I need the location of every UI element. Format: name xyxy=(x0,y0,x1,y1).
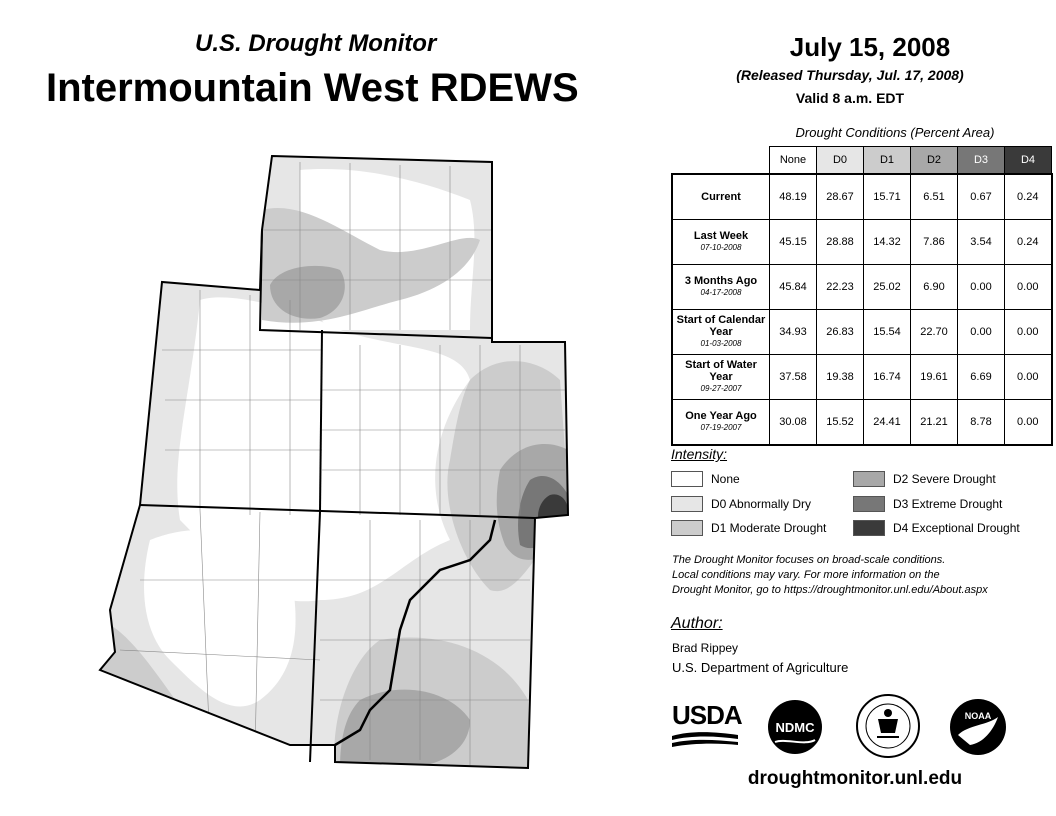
table-cell: 45.15 xyxy=(770,220,817,265)
table-cell: 0.00 xyxy=(1005,265,1052,310)
legend-swatch xyxy=(853,520,885,536)
table-cell: 28.67 xyxy=(817,174,864,220)
table-cell: 0.00 xyxy=(1005,400,1052,446)
table-cell: 3.54 xyxy=(958,220,1005,265)
note-line: Drought Monitor, go to https://droughtmonitor.unl.edu/About.aspx xyxy=(672,584,988,596)
table-cell: 6.51 xyxy=(911,174,958,220)
row-date: 07-10-2008 xyxy=(700,243,742,252)
drought-conditions-table xyxy=(671,146,1053,446)
map-subtitle: U.S. Drought Monitor xyxy=(195,30,437,57)
note-line: The Drought Monitor focuses on broad-scale conditions. xyxy=(672,554,946,566)
col-none: None xyxy=(770,147,817,175)
table-cell: 15.52 xyxy=(817,400,864,446)
row-label-text: Last Week xyxy=(693,230,749,242)
row-label xyxy=(672,174,770,220)
table-cell: 14.32 xyxy=(864,220,911,265)
table-cell: 0.67 xyxy=(958,174,1005,220)
legend-label: D1 Moderate Drought xyxy=(711,521,827,535)
usda-logo xyxy=(672,700,742,750)
table-cell: 6.69 xyxy=(958,355,1005,400)
table-cell: 0.00 xyxy=(958,310,1005,355)
table-cell: 8.78 xyxy=(958,400,1005,446)
legend-label: D2 Severe Drought xyxy=(893,472,996,486)
row-date: 04-17-2008 xyxy=(700,288,742,297)
table-cell: 28.88 xyxy=(817,220,864,265)
table-cell: 34.93 xyxy=(770,310,817,355)
row-label-text: One Year Ago xyxy=(685,410,757,422)
table-cell: 0.24 xyxy=(1005,174,1052,220)
table-cell: 16.74 xyxy=(864,355,911,400)
row-label-text: Start of Calendar Year xyxy=(676,314,766,338)
table-corner xyxy=(672,147,770,175)
table-cell: 37.58 xyxy=(770,355,817,400)
row-label xyxy=(672,265,770,310)
row-label-text: Current xyxy=(701,191,741,203)
legend-d3 xyxy=(853,496,1002,512)
table-row xyxy=(672,310,1052,355)
legend-swatch xyxy=(671,471,703,487)
table-cell: 26.83 xyxy=(817,310,864,355)
usda-logo-text: USDA xyxy=(672,700,742,730)
legend-swatch xyxy=(853,471,885,487)
drought-map xyxy=(90,150,580,770)
author-org: U.S. Department of Agriculture xyxy=(672,660,849,675)
legend-swatch xyxy=(671,520,703,536)
valid-time: Valid 8 a.m. EDT xyxy=(795,90,905,106)
col-d2: D2 xyxy=(911,147,958,175)
website-link[interactable]: droughtmonitor.unl.edu xyxy=(747,768,963,789)
note-line: Local conditions may vary. For more information on the xyxy=(672,569,940,581)
row-label xyxy=(672,220,770,265)
table-cell: 0.00 xyxy=(1005,355,1052,400)
author-name: Brad Rippey xyxy=(672,641,739,655)
legend-swatch xyxy=(671,496,703,512)
row-date: 09-27-2007 xyxy=(700,384,742,393)
row-label xyxy=(672,355,770,400)
legend-none xyxy=(671,471,740,487)
map-title: Intermountain West RDEWS xyxy=(46,66,579,110)
map-date: July 15, 2008 xyxy=(789,32,951,62)
table-cell: 25.02 xyxy=(864,265,911,310)
disclaimer-note xyxy=(672,553,1032,598)
table-cell: 24.41 xyxy=(864,400,911,446)
table-cell: 22.23 xyxy=(817,265,864,310)
legend-label: None xyxy=(711,472,740,486)
col-d4: D4 xyxy=(1005,147,1052,175)
noaa-logo-text: NOAA xyxy=(964,711,992,721)
table-caption: Drought Conditions (Percent Area) xyxy=(795,125,995,140)
table-row xyxy=(672,400,1052,446)
table-cell: 30.08 xyxy=(770,400,817,446)
table-cell: 0.24 xyxy=(1005,220,1052,265)
table-cell: 21.21 xyxy=(911,400,958,446)
col-d3: D3 xyxy=(958,147,1005,175)
legend-d2 xyxy=(853,471,996,487)
table-row xyxy=(672,355,1052,400)
row-date: 07-19-2007 xyxy=(700,423,742,432)
row-date: 01-03-2008 xyxy=(700,339,742,348)
table-cell: 7.86 xyxy=(911,220,958,265)
table-cell: 6.90 xyxy=(911,265,958,310)
table-row xyxy=(672,265,1052,310)
legend-d4 xyxy=(853,520,1020,536)
ndmc-logo xyxy=(765,698,825,756)
table-cell: 19.61 xyxy=(911,355,958,400)
usda-swoosh-icon xyxy=(672,730,738,748)
legend-label: D0 Abnormally Dry xyxy=(711,497,812,511)
legend-label: D4 Exceptional Drought xyxy=(893,521,1020,535)
row-label xyxy=(672,400,770,446)
noaa-logo xyxy=(948,697,1008,757)
table-row xyxy=(672,174,1052,220)
intensity-title: Intensity: xyxy=(671,446,728,462)
table-row xyxy=(672,220,1052,265)
ndmc-logo-text: NDMC xyxy=(775,720,815,735)
legend-d0 xyxy=(671,496,811,512)
commerce-seal-logo xyxy=(855,693,921,759)
table-cell: 22.70 xyxy=(911,310,958,355)
author-title: Author: xyxy=(671,615,723,632)
row-label-text: 3 Months Ago xyxy=(684,275,758,287)
table-cell: 0.00 xyxy=(958,265,1005,310)
col-d0: D0 xyxy=(817,147,864,175)
release-date: (Released Thursday, Jul. 17, 2008) xyxy=(736,67,964,83)
row-label xyxy=(672,310,770,355)
table-cell: 15.71 xyxy=(864,174,911,220)
table-cell: 0.00 xyxy=(1005,310,1052,355)
legend-d1 xyxy=(671,520,826,536)
row-label-text: Start of Water Year xyxy=(685,359,757,383)
table-cell: 15.54 xyxy=(864,310,911,355)
col-d1: D1 xyxy=(864,147,911,175)
legend-swatch xyxy=(853,496,885,512)
legend-label: D3 Extreme Drought xyxy=(893,497,1003,511)
table-cell: 45.84 xyxy=(770,265,817,310)
table-cell: 19.38 xyxy=(817,355,864,400)
table-cell: 48.19 xyxy=(770,174,817,220)
